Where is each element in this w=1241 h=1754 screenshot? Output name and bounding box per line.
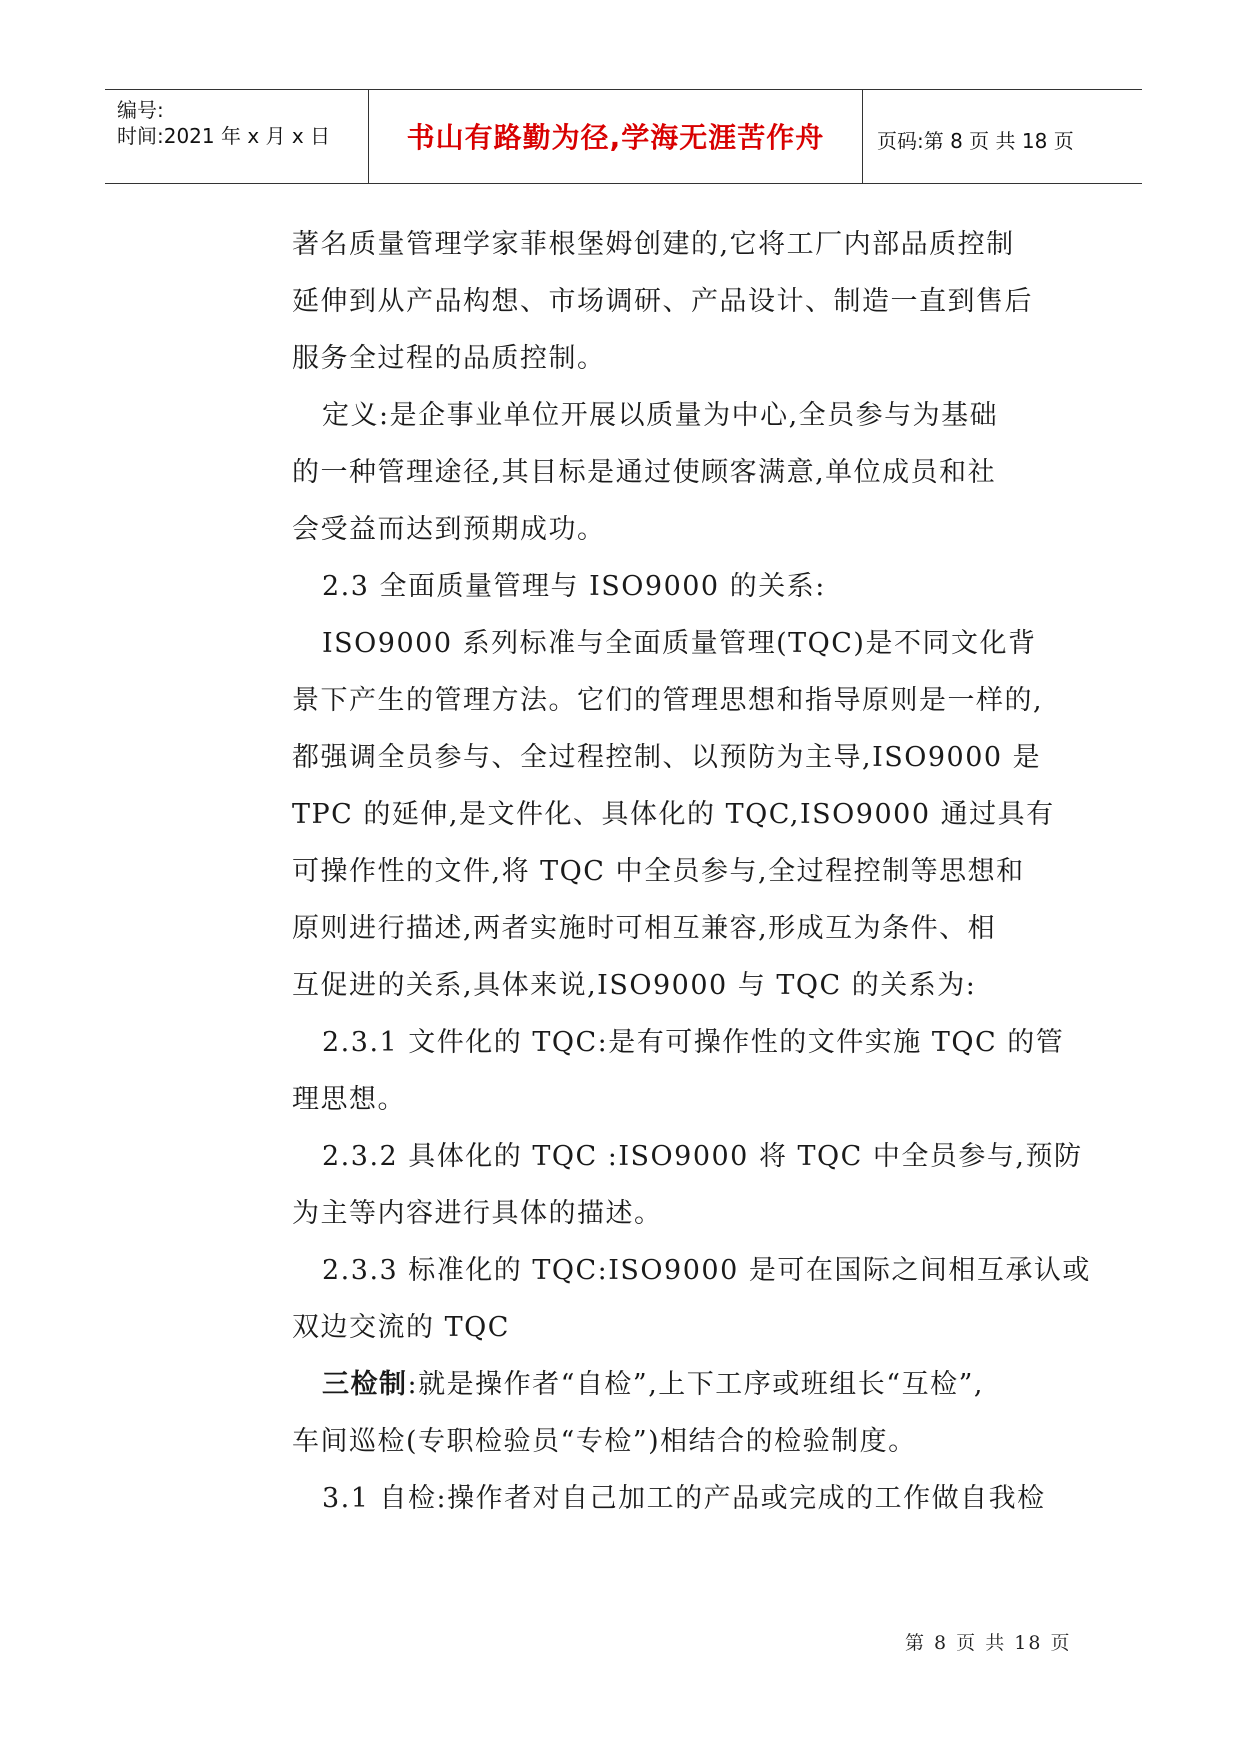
body-text: :就是操作者“自检”,上下工序或班组长“互检”, [407, 1369, 984, 1400]
body-line: 互促进的关系,具体来说,ISO9000 与 TQC 的关系为: [292, 970, 977, 1001]
body-line: 2.3.2 具体化的 TQC :ISO9000 将 TQC 中全员参与,预防 [322, 1141, 1083, 1172]
header-page-number: 页码:第 8 页 共 18 页 [877, 129, 1074, 153]
body-line: 延伸到从产品构想、市场调研、产品设计、制造一直到售后 [292, 286, 1033, 317]
body-line: 2.3.3 标准化的 TQC:ISO9000 是可在国际之间相互承认或 [322, 1255, 1091, 1286]
body-line: 定义:是企事业单位开展以质量为中心,全员参与为基础 [322, 400, 999, 431]
section-heading: 2.3 全面质量管理与 ISO9000 的关系: [322, 571, 826, 602]
body-line: TPC 的延伸,是文件化、具体化的 TQC,ISO9000 通过具有 [292, 799, 1055, 830]
body-line: 都强调全员参与、全过程控制、以预防为主导,ISO9000 是 [292, 742, 1042, 773]
document-number-label: 编号: [117, 98, 164, 122]
body-line: 2.3.1 文件化的 TQC:是有可操作性的文件实施 TQC 的管 [322, 1027, 1065, 1058]
page-footer: 第 8 页 共 18 页 [905, 1632, 1072, 1654]
body-line: 为主等内容进行具体的描述。 [292, 1198, 663, 1229]
body-line: 车间巡检(专职检验员“专检”)相结合的检验制度。 [292, 1426, 917, 1457]
header-motto: 书山有路勤为径,学海无涯苦作舟 [406, 121, 825, 154]
header-right-cell [863, 90, 1142, 183]
body-line: 会受益而达到预期成功。 [292, 514, 606, 545]
header-middle-cell [369, 90, 863, 183]
body-line: 著名质量管理学家菲根堡姆创建的,它将工厂内部品质控制 [292, 229, 1015, 260]
page-header [105, 89, 1142, 184]
body-line [322, 1362, 984, 1401]
body-line: 3.1 自检:操作者对自己加工的产品或完成的工作做自我检 [322, 1483, 1046, 1514]
document-time-label: 时间:2021 年 x 月 x 日 [117, 124, 331, 148]
body-line: ISO9000 系列标准与全面质量管理(TQC)是不同文化背 [322, 628, 1037, 659]
body-line: 原则进行描述,两者实施时可相互兼容,形成互为条件、相 [292, 913, 997, 944]
body-line: 双边交流的 TQC [292, 1312, 510, 1343]
header-left-cell [105, 90, 369, 183]
bold-term: 三检制 [322, 1369, 408, 1400]
body-line: 景下产生的管理方法。它们的管理思想和指导原则是一样的, [292, 685, 1044, 716]
body-line: 可操作性的文件,将 TQC 中全员参与,全过程控制等思想和 [292, 856, 1025, 887]
body-line: 服务全过程的品质控制。 [292, 343, 606, 374]
body-line: 的一种管理途径,其目标是通过使顾客满意,单位成员和社 [292, 457, 997, 488]
body-line: 理思想。 [292, 1084, 406, 1115]
